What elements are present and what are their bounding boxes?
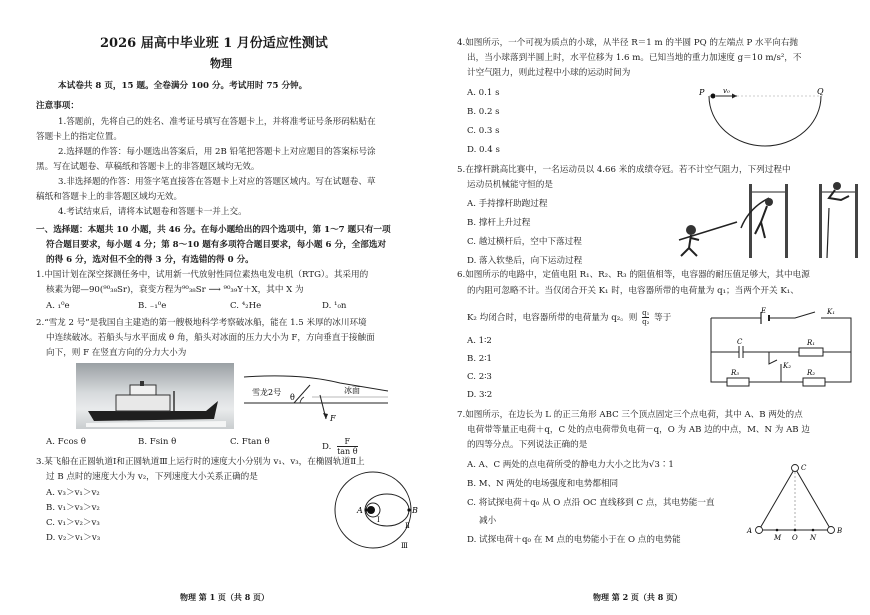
- question-6-text-last: [467, 309, 671, 326]
- q4-option-d: D. 0.4 s: [467, 145, 500, 155]
- exam-title: 2026 届高中毕业班 1 月份适应性测试: [100, 36, 328, 51]
- question-4-text: 4.如图所示，一个可视为质点的小球，从半径 R＝1 m 的半圆 PQ 的左端点 P 水平向右抛: [457, 38, 799, 48]
- question-6-text: 6.如图所示的电路中，定值电阻 R₁、R₂、R₃ 的阻值相等，电容器的耐压值足够大，其中电源: [457, 270, 810, 280]
- question-2-text: 中连续破冰。若船头与水平面成 θ 角，船头对冰面的压力大小为 F，方向垂直于接触面: [46, 333, 375, 343]
- q2-option-d: [322, 437, 358, 456]
- q2-option-b: B. Fsin θ: [138, 437, 177, 447]
- section-heading: 一、选择题：本题共 10 小题，共 46 分。在每小题给出的四个选项中，第 1～7 题只有一项: [36, 225, 391, 235]
- force-label: F: [330, 414, 336, 423]
- q6-fraction-denominator: q₂: [642, 318, 650, 326]
- semicircle-diagram: [699, 88, 829, 150]
- q6-fraction-numerator: q₁: [642, 309, 650, 317]
- q5-option-b: B. 撑杆上升过程: [467, 218, 531, 228]
- q3-option-b: B. v₁＞v₃＞v₂: [46, 503, 100, 513]
- question-5-text: 5.在撑杆跳高比赛中，一名运动员以 4.66 米的成绩夺冠。若不计空气阻力，下列过程中: [457, 165, 791, 175]
- q3-option-d: D. v₂＞v₁＞v₃: [46, 533, 101, 543]
- q3-option-a: A. v₃＞v₁＞v₂: [46, 488, 100, 498]
- resistor-r3-label: R₃: [731, 369, 740, 377]
- note-line: 黑。写在试题卷、草稿纸和答题卡上的非答题区域均无效。: [36, 162, 260, 172]
- resistor-r2-label: R₂: [807, 369, 816, 377]
- note-line: 稿纸和答题卡上的非答题区域均无效。: [36, 192, 183, 202]
- q1-option-d: D. ¹₀n: [322, 301, 347, 311]
- q4-option-b: B. 0.2 s: [467, 107, 500, 117]
- q7-option-b: B. M、N 两处的电场强度和电势都相同: [467, 479, 619, 489]
- question-5-text: 运动员机械能守恒的是: [467, 180, 553, 190]
- vertex-a: A: [747, 527, 753, 535]
- switch-k2-label: K₂: [783, 362, 792, 370]
- orbit-diagram: [325, 470, 425, 550]
- q7-option-d: D. 试探电荷＋q₀ 在 M 点的电势能小于在 O 点的电势能: [467, 535, 681, 545]
- q5-option-d: D. 落入软垫后，向下运动过程: [467, 256, 583, 266]
- circuit-diagram: [703, 306, 859, 388]
- question-3-text: 过 B 点时的速度大小为 v₂，下列速度大小关系正确的是: [46, 472, 258, 482]
- pole-vault-illustration: [669, 178, 865, 260]
- q3-option-c: C. v₁＞v₂＞v₃: [46, 518, 100, 528]
- exam-intro: 本试卷共 8 页，15 题。全卷满分 100 分。考试用时 75 分钟。: [58, 81, 308, 91]
- page-footer: 物理 第 2 页（共 8 页）: [593, 592, 683, 602]
- q6-option-a: A. 1∶2: [467, 336, 492, 346]
- ship-bow-diagram: [240, 363, 390, 425]
- q2-option-a: A. Fcos θ: [46, 437, 86, 447]
- q5-option-a: A. 手持撑杆助跑过程: [467, 199, 548, 209]
- q5-option-c: C. 越过横杆后，空中下落过程: [467, 237, 582, 247]
- note-line: 答题卡上的指定位置。: [36, 132, 122, 142]
- question-4-text: 出，当小球落到半圆上时，水平位移为 1.6 m。已知当地的重力加速度 g＝10 m/s²，不: [467, 53, 802, 63]
- q7-option-a: A. A、C 两处的点电荷所受的静电力大小之比为√3∶1: [467, 460, 674, 470]
- page-footer: 物理 第 1 页（共 8 页）: [180, 592, 270, 602]
- section-heading: 的得 6 分，选对但不全的得 3 分，有选错的得 0 分。: [46, 255, 254, 265]
- q1-option-b: B. ₋₁⁰e: [138, 301, 167, 311]
- question-6-text: K₂ 均闭合时，电容器所带的电荷量为 q₂。则: [467, 313, 638, 323]
- capacitor-label: C: [737, 338, 743, 346]
- point-q: Q: [817, 88, 824, 96]
- question-1-text: 1.中国计划在深空探测任务中，试用新一代放射性同位素热电发电机（RTG）。其采用的: [36, 270, 369, 280]
- q6-option-b: B. 2∶1: [467, 354, 492, 364]
- note-line: 3.非选择题的作答：用签字笔直接答在答题卡上对应的答题区域内。写在试题卷、草: [58, 177, 376, 187]
- icebreaker-photo: [76, 363, 234, 429]
- question-7-text: 7.如图所示，在边长为 L 的正三角形 ABC 三个顶点固定三个点电荷，其中 A、B 两处的点: [457, 410, 803, 420]
- orbit-label-1: Ⅰ: [377, 516, 380, 524]
- point-o: O: [792, 534, 798, 542]
- question-2-text: 向下，则 F 在竖直方向的分力大小为: [46, 348, 187, 358]
- ship-label: 雪龙2号: [252, 388, 282, 397]
- q4-option-c: C. 0.3 s: [467, 126, 500, 136]
- orbit-point-a: A: [357, 506, 363, 515]
- point-m: M: [774, 534, 782, 542]
- q1-option-c: C. ⁴₂He: [230, 301, 262, 311]
- note-line: 2.选择题的作答：每小题选出答案后，用 2B 铅笔把答题卡上对应题目的答案标号涂: [58, 147, 376, 157]
- question-1-text: 核素为锶—90(⁹⁰₃₈Sr)，衰变方程为⁹⁰₃₈Sr ⟶ ⁹⁰₃₉Y＋X，其中 X 为: [46, 285, 304, 295]
- orbit-label-2: Ⅱ: [405, 522, 410, 530]
- note-line: 1.答题前，先将自己的姓名、准考证号填写在答题卡上，并将准考证号条形码粘贴在: [58, 117, 376, 127]
- q6-option-c: C. 2∶3: [467, 372, 492, 382]
- resistor-r1-label: R₁: [807, 339, 816, 347]
- q2-option-d-denominator: tan θ: [337, 447, 358, 456]
- point-n: N: [810, 534, 817, 542]
- question-3-text: 3.某飞船在正圆轨道Ⅰ和正圆轨道Ⅲ上运行时的速度大小分别为 v₁、v₃，在椭圆轨道Ⅱ上: [36, 457, 365, 467]
- triangle-charges-diagram: [745, 460, 853, 542]
- q7-option-c-cont: 减小: [479, 516, 497, 526]
- q7-option-c: C. 将试探电荷＋q₀ 从 O 点沿 OC 直线移到 C 点，其电势能一直: [467, 498, 715, 508]
- q2-option-d-prefix: D.: [322, 442, 332, 452]
- switch-k1-label: K₁: [827, 308, 836, 316]
- ice-label: 冰面: [344, 386, 360, 395]
- q4-option-a: A. 0.1 s: [467, 88, 500, 98]
- battery-label: E: [761, 307, 767, 315]
- q2-option-d-numerator: F: [337, 437, 358, 447]
- page-2: [435, 0, 870, 615]
- subject-title: 物理: [210, 57, 232, 70]
- question-7-text: 的四等分点。下列说法正确的是: [467, 440, 588, 450]
- question-4-text: 计空气阻力，则此过程中小球的运动时间为: [467, 68, 631, 78]
- question-7-text: 电荷带等量正电荷＋q，C 处的点电荷带负电荷－q，O 为 AB 边的中点，M、N 为 AB 边: [467, 425, 810, 435]
- orbit-point-b: B: [412, 506, 418, 515]
- vertex-c: C: [801, 464, 807, 472]
- question-2-text: 2.“雪龙 2 号”是我国自主建造的第一艘极地科学考察破冰船，能在 1.5 米厚的冰川环境: [36, 318, 367, 328]
- section-heading: 符合题目要求，每小题 4 分；第 8～10 题有多项符合题目要求，每小题 6 分，全部选对: [46, 240, 387, 250]
- q1-option-a: A. ₁⁰e: [46, 301, 70, 311]
- notes-heading: 注意事项：: [36, 101, 79, 111]
- point-p: P: [699, 88, 705, 97]
- note-line: 4.考试结束后，请将本试题卷和答题卡一并上交。: [58, 207, 247, 217]
- vertex-b: B: [837, 527, 843, 535]
- question-6-text: 等于: [654, 313, 672, 323]
- q6-option-d: D. 3∶2: [467, 390, 493, 400]
- orbit-label-3: Ⅲ: [401, 542, 408, 550]
- question-6-text: 的内阻可忽略不计。当仅闭合开关 K₁ 时，电容器所带的电荷量为 q₁；当两个开关 K₁、: [467, 286, 799, 296]
- v0-label: v₀: [723, 88, 730, 95]
- theta-label: θ: [290, 393, 295, 402]
- q2-option-c: C. Ftan θ: [230, 437, 270, 447]
